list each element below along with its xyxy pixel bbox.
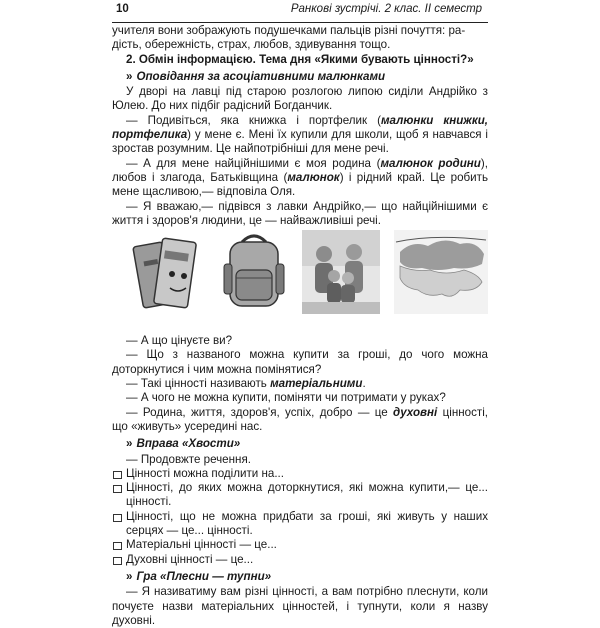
subheading-text: Гра «Плесни — тупни» xyxy=(136,569,272,583)
subheading-text: Вправа «Хвости» xyxy=(136,437,241,451)
paragraph xyxy=(112,114,488,157)
subheading-game xyxy=(112,570,488,584)
paragraph: — Я називатиму вам різні цінності, а вам потрібно плеснути, коли почуєте назви матеріальних цінностей, і тупнути, коли я назву духовні. xyxy=(112,585,488,627)
list-item-text: Цінності можна поділити на... xyxy=(126,466,284,480)
text: ) і рідний край. Це робить мене щасливою,— відповіла Оля. xyxy=(112,170,488,199)
paragraph: — Я вважаю,— підвівся з лавки Андрійко,— що найційнішими є життя і здоров'я людини, це — найважливіші речі. xyxy=(112,199,488,227)
emphasis: малюнок родини xyxy=(380,156,481,170)
list-item-text: Духовні цінності — це... xyxy=(126,552,254,566)
checkbox-bullet-icon xyxy=(113,557,122,565)
text: цінності, що «живуть» усередині нас. xyxy=(112,405,488,433)
text-line: дість, обережність, страх, любов, здивування тощо. xyxy=(112,38,391,52)
subheading-exercise xyxy=(112,437,488,451)
instruction-line: — Продовжте речення. xyxy=(126,452,251,466)
emphasis: духовні xyxy=(393,405,438,419)
checkbox-bullet-icon xyxy=(113,485,122,493)
text: — Родина, життя, здоров'я, успіх, добро — це xyxy=(126,405,394,419)
question-line xyxy=(112,377,488,391)
question-line: — Що з названого можна купити за гроші, до чого можна доторкнутися і чим можна помінятися? xyxy=(112,348,488,376)
subheading-story xyxy=(112,70,488,84)
ukraine-map-picture xyxy=(394,230,488,314)
books-picture xyxy=(132,230,204,314)
list-item xyxy=(112,538,488,552)
double-arrow-icon: » xyxy=(126,437,133,451)
subheading-text: Оповідання за асоціативними малюнками xyxy=(136,69,386,83)
text: ) у мене є. Мені їх купили для школи, щоб я навчався і зростав розумним. Це найпотрібніші для мене речі. xyxy=(112,128,488,156)
section-2-title: 2. Обмін інформацією. Тема дня «Якими бувають цінності?» xyxy=(126,52,474,66)
text: — А для мене найційнішими є моя родина ( xyxy=(126,156,381,170)
list-item-text: Цінності, що не можна придбати за гроші, які живуть у наших серцях — це... цінності. xyxy=(126,509,488,538)
double-arrow-icon: » xyxy=(126,569,133,583)
text-line: учителя вони зображують подушечками пальців різні почуття: ра- xyxy=(112,24,466,37)
family-picture xyxy=(302,230,380,314)
list-item-text: Матеріальні цінності — це... xyxy=(126,538,277,552)
text: — Подивіться, яка книжка і портфелик ( xyxy=(126,113,381,127)
emphasis: малюнок xyxy=(287,170,340,184)
list-item xyxy=(112,553,488,567)
page-body xyxy=(112,24,488,628)
text: . xyxy=(362,377,366,391)
list-item xyxy=(112,510,488,539)
running-header xyxy=(112,0,488,23)
paragraph xyxy=(112,157,488,200)
emphasis: малюнки книжки, портфелика xyxy=(112,113,489,142)
checkbox-bullet-icon xyxy=(113,471,122,479)
page-number: 10 xyxy=(116,3,129,15)
emphasis: матеріальними xyxy=(270,377,363,391)
question-line xyxy=(112,406,488,435)
checkbox-bullet-icon xyxy=(113,514,122,522)
text: — Такі цінності називають xyxy=(126,377,271,391)
paragraph: У дворі на лавці під старою розлогою липою сиділи Андрійко з Юлею. До них підбіг радісний Богданчик. xyxy=(112,85,488,113)
list-item xyxy=(112,467,488,481)
question-line: — А чого не можна купити, поміняти чи потримати у руках? xyxy=(126,391,446,405)
list-item xyxy=(112,481,488,510)
backpack-picture xyxy=(218,230,290,314)
running-title: Ранкові зустрічі. 2 клас. ІІ семестр xyxy=(290,3,482,15)
checkbox-bullet-icon xyxy=(113,542,122,550)
illustrations-row xyxy=(112,230,488,316)
question-line: — А що цінуєте ви? xyxy=(126,334,233,348)
list-item-text: Цінності, до яких можна доторкнутися, які можна купити,— це... цінності. xyxy=(126,481,488,509)
text: ), любов і злагода, Батьківщина ( xyxy=(112,156,488,184)
double-arrow-icon: » xyxy=(126,69,133,83)
